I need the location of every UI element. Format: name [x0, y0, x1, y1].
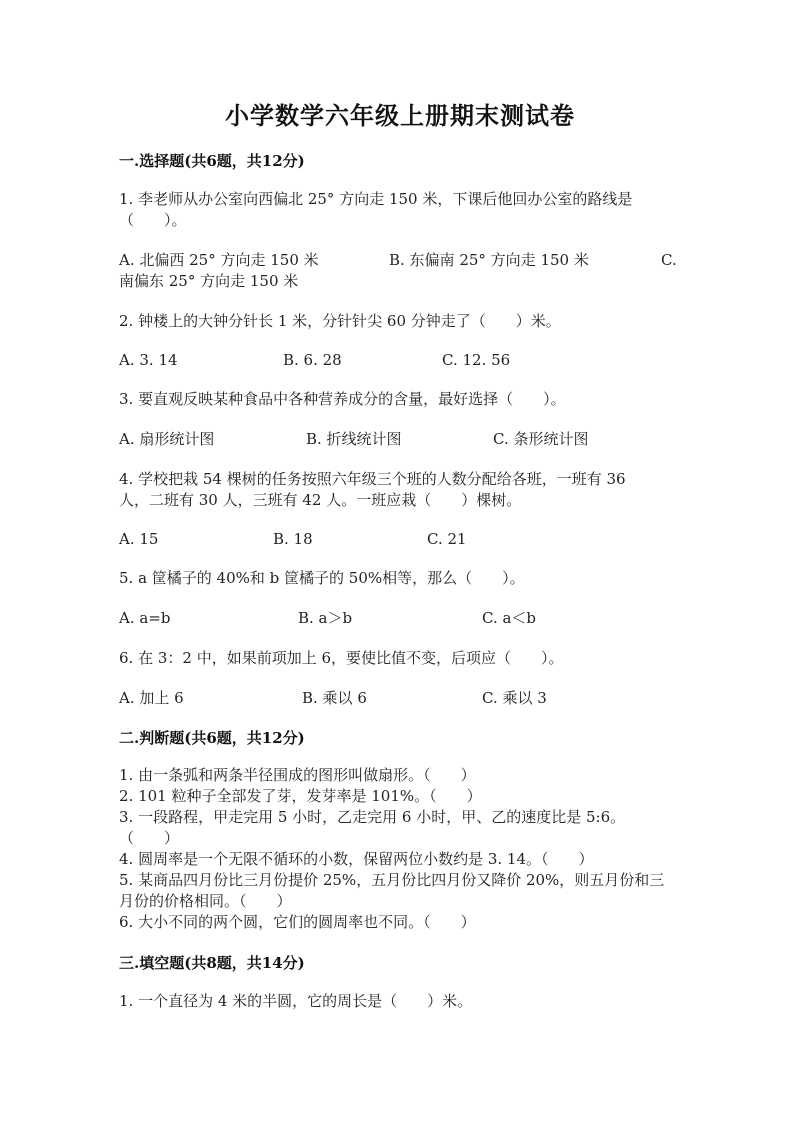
statement-line: 月份的价格相同。（ ） — [119, 892, 292, 910]
option-c: C. 21 — [427, 530, 467, 548]
option-a: A. 3. 14 — [119, 351, 178, 369]
page-title: 小学数学六年级上册期末测试卷 — [225, 101, 575, 130]
question-line: 5. a 筐橘子的 40%和 b 筐橘子的 50%相等，那么（ ）。 — [119, 569, 525, 587]
question-line: 3. 要直观反映某种食品中各种营养成分的含量，最好选择（ ）。 — [119, 390, 566, 408]
option-b: B. 6. 28 — [283, 351, 342, 369]
option-a: A. 扇形统计图 — [119, 430, 215, 448]
option-b: B. 18 — [273, 530, 313, 548]
statement-line: 4. 圆周率是一个无限不循环的小数，保留两位小数约是 3. 14。（ ） — [119, 850, 594, 868]
statement-line: （ ） — [119, 829, 180, 847]
section-heading-fill-in: 三.填空题(共8题，共14分) — [119, 954, 305, 972]
statement-line: 6. 大小不同的两个圆，它们的圆周率也不同。（ ） — [119, 913, 476, 931]
option-c: C. a＜b — [482, 609, 537, 627]
question-line: 6. 在 3：2 中，如果前项加上 6，要使比值不变，后项应（ ）。 — [119, 649, 564, 667]
question-line: （ ）。 — [119, 211, 187, 229]
option-a: A. 15 — [119, 530, 159, 548]
option-a: A. 北偏西 25° 方向走 150 米 — [119, 251, 319, 269]
section-heading-judgement: 二.判断题(共6题，共12分) — [119, 729, 305, 747]
section-heading-choice: 一.选择题(共6题，共12分) — [119, 152, 305, 170]
option-c: C. 12. 56 — [442, 351, 511, 369]
option-b: B. 东偏南 25° 方向走 150 米 — [389, 251, 589, 269]
option-a: A. a=b — [119, 609, 171, 627]
statement-line: 2. 101 粒种子全部发了芽，发芽率是 101%。（ ） — [119, 787, 482, 805]
option-b: B. 折线统计图 — [306, 430, 402, 448]
option-b: B. 乘以 6 — [302, 689, 367, 707]
statement-line: 3. 一段路程，甲走完用 5 小时，乙走完用 6 小时，甲、乙的速度比是 5:6。 — [119, 808, 626, 826]
option-c-continued: 南偏东 25° 方向走 150 米 — [119, 272, 299, 290]
question-line: 4. 学校把栽 54 棵树的任务按照六年级三个班的人数分配给各班，一班有 36 — [119, 470, 626, 488]
question-line: 1. 李老师从办公室向西偏北 25° 方向走 150 米，下课后他回办公室的路线是 — [119, 190, 633, 208]
question-line: 人，二班有 30 人，三班有 42 人。一班应栽（ ）棵树。 — [119, 491, 522, 509]
statement-line: 1. 由一条弧和两条半径围成的图形叫做扇形。（ ） — [119, 766, 476, 784]
option-c: C. 乘以 3 — [482, 689, 547, 707]
question-line: 2. 钟楼上的大钟分针长 1 米，分针针尖 60 分钟走了（ ）米。 — [119, 312, 561, 330]
question-line: 1. 一个直径为 4 米的半圆，它的周长是（ ）米。 — [119, 992, 473, 1010]
option-a: A. 加上 6 — [119, 689, 184, 707]
option-c: C. — [661, 251, 677, 269]
option-b: B. a＞b — [298, 609, 353, 627]
statement-line: 5. 某商品四月份比三月份提价 25%，五月份比四月份又降价 20%，则五月份和三 — [119, 871, 665, 889]
option-c: C. 条形统计图 — [493, 430, 589, 448]
